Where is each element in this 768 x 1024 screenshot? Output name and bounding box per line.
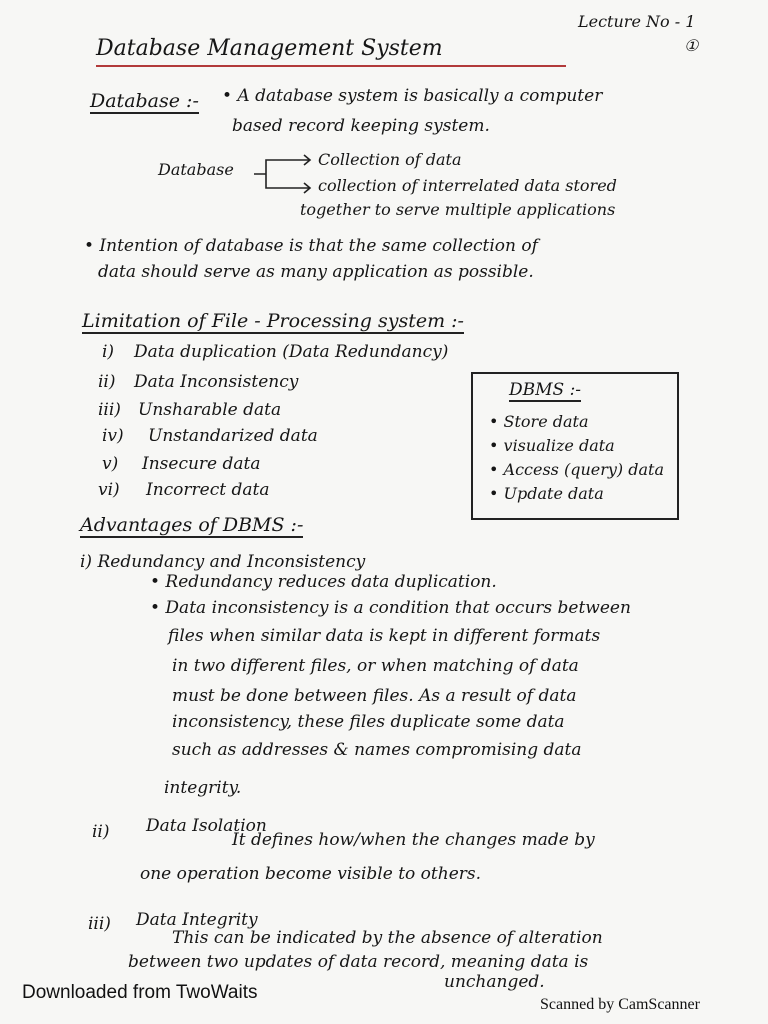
page-title: Database Management System — [96, 36, 566, 67]
dbms-box — [471, 372, 679, 520]
limitation-num-5: v) — [102, 454, 119, 474]
advantage-1-b2-line7: integrity. — [164, 778, 242, 798]
dbms-item-access: • Access (query) data — [489, 460, 664, 479]
limitation-heading: Limitation of File - Processing system :- — [82, 310, 464, 332]
database-def-line1: • A database system is basically a computer — [222, 86, 603, 106]
limitation-item-4: Unstandarized data — [148, 426, 318, 446]
download-watermark: Downloaded from TwoWaits — [22, 982, 258, 1003]
limitation-num-6: vi) — [98, 480, 120, 500]
dbms-box-title: DBMS :- — [509, 380, 582, 400]
scanner-watermark: Scanned by CamScanner — [540, 996, 700, 1013]
intention-line1: • Intention of database is that the same collection of — [84, 236, 538, 256]
limitation-num-3: iii) — [98, 400, 121, 420]
limitation-item-6: Incorrect data — [146, 480, 270, 500]
database-heading: Database :- — [90, 90, 199, 112]
limitation-item-2: Data Inconsistency — [134, 372, 299, 392]
database-def-line2: based record keeping system. — [232, 116, 490, 136]
advantage-1-bullet-1: • Redundancy reduces data duplication. — [150, 572, 497, 592]
advantage-1-b2-line2: files when similar data is kept in different formats — [168, 626, 601, 646]
intention-line2: data should serve as many application as possible. — [98, 262, 534, 282]
limitation-num-2: ii) — [98, 372, 116, 392]
advantages-heading: Advantages of DBMS :- — [80, 514, 304, 536]
dbms-item-update: • Update data — [489, 484, 604, 503]
dbms-item-store: • Store data — [489, 412, 589, 431]
page-number: ① — [684, 36, 699, 55]
advantage-1-b2-line1: • Data inconsistency is a condition that occurs between — [150, 598, 631, 618]
advantage-3-title: Data Integrity — [136, 910, 258, 930]
limitation-num-1: i) — [102, 342, 115, 362]
branch-interrelated-line1: collection of interrelated data stored — [318, 176, 617, 195]
advantage-3-line3: unchanged. — [444, 972, 545, 992]
advantage-2-num: ii) — [92, 822, 110, 842]
advantage-1-b2-line4: must be done between files. As a result of data — [172, 686, 577, 706]
limitation-item-5: Insecure data — [142, 454, 261, 474]
advantage-1-b2-line3: in two different files, or when matching of data — [172, 656, 579, 676]
limitation-item-1: Data duplication (Data Redundancy) — [134, 342, 449, 362]
branch-collection-of-data: Collection of data — [318, 150, 462, 169]
branch-interrelated-line2: together to serve multiple applications — [300, 200, 616, 219]
advantage-3-line1: This can be indicated by the absence of alteration — [172, 928, 603, 948]
limitation-num-4: iv) — [102, 426, 124, 446]
advantage-3-line2: between two updates of data record, meaning data is — [128, 952, 589, 972]
limitation-item-3: Unsharable data — [138, 400, 282, 420]
advantage-2-line2: one operation become visible to others. — [140, 864, 482, 884]
advantage-1-b2-line6: such as addresses & names compromising data — [172, 740, 582, 760]
branch-arrows — [252, 152, 316, 198]
advantage-1-title: i) Redundancy and Inconsistency — [80, 552, 366, 572]
diagram-root: Database — [158, 160, 234, 179]
lecture-label: Lecture No - 1 — [578, 12, 696, 31]
advantage-2-line1: It defines how/when the changes made by — [232, 830, 595, 850]
dbms-item-visualize: • visualize data — [489, 436, 615, 455]
advantage-2-title: Data Isolation — [146, 816, 267, 836]
advantage-3-num: iii) — [88, 914, 111, 934]
advantage-1-b2-line5: inconsistency, these files duplicate some data — [172, 712, 565, 732]
